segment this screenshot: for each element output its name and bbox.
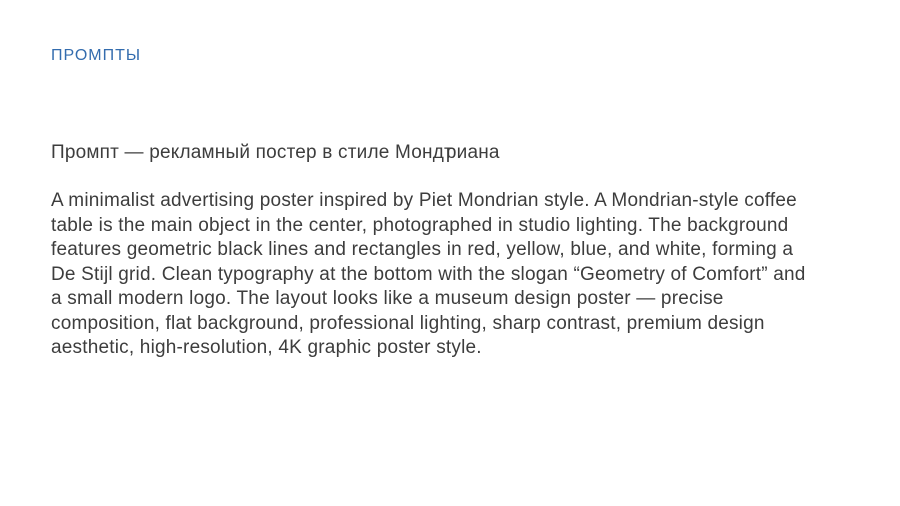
paragraph-line: composition, flat background, professional lighting, sharp contrast, premium design [51, 312, 765, 334]
paragraph-line: A minimalist advertising poster inspired by Piet Mondrian style. A Mondrian-style coffee [51, 190, 797, 211]
prompt-body [51, 189, 850, 361]
section-label: ПРОМПТЫ [51, 47, 142, 64]
paragraph-line: table is the main object in the center, photographed in studio lighting. The background [51, 214, 789, 236]
prompt-title [51, 141, 850, 165]
paragraph-line: features geometric black lines and rectangles in red, yellow, blue, and white, forming a [51, 239, 794, 260]
prompt-title-text: Промпт — рекламный постер в стиле Мондт [51, 142, 453, 163]
paragraph-line: De Stijl grid. Clean typography at the bottom with the slogan “Geometry of Comfort” and [51, 263, 806, 285]
paragraph-line: aesthetic, high-resolution, 4K graphic poster style. [51, 337, 482, 358]
prompt-title-overlap-text: риана [445, 142, 500, 163]
paragraph-line: a small modern logo. The layout looks like a museum design poster — precise [51, 288, 724, 309]
